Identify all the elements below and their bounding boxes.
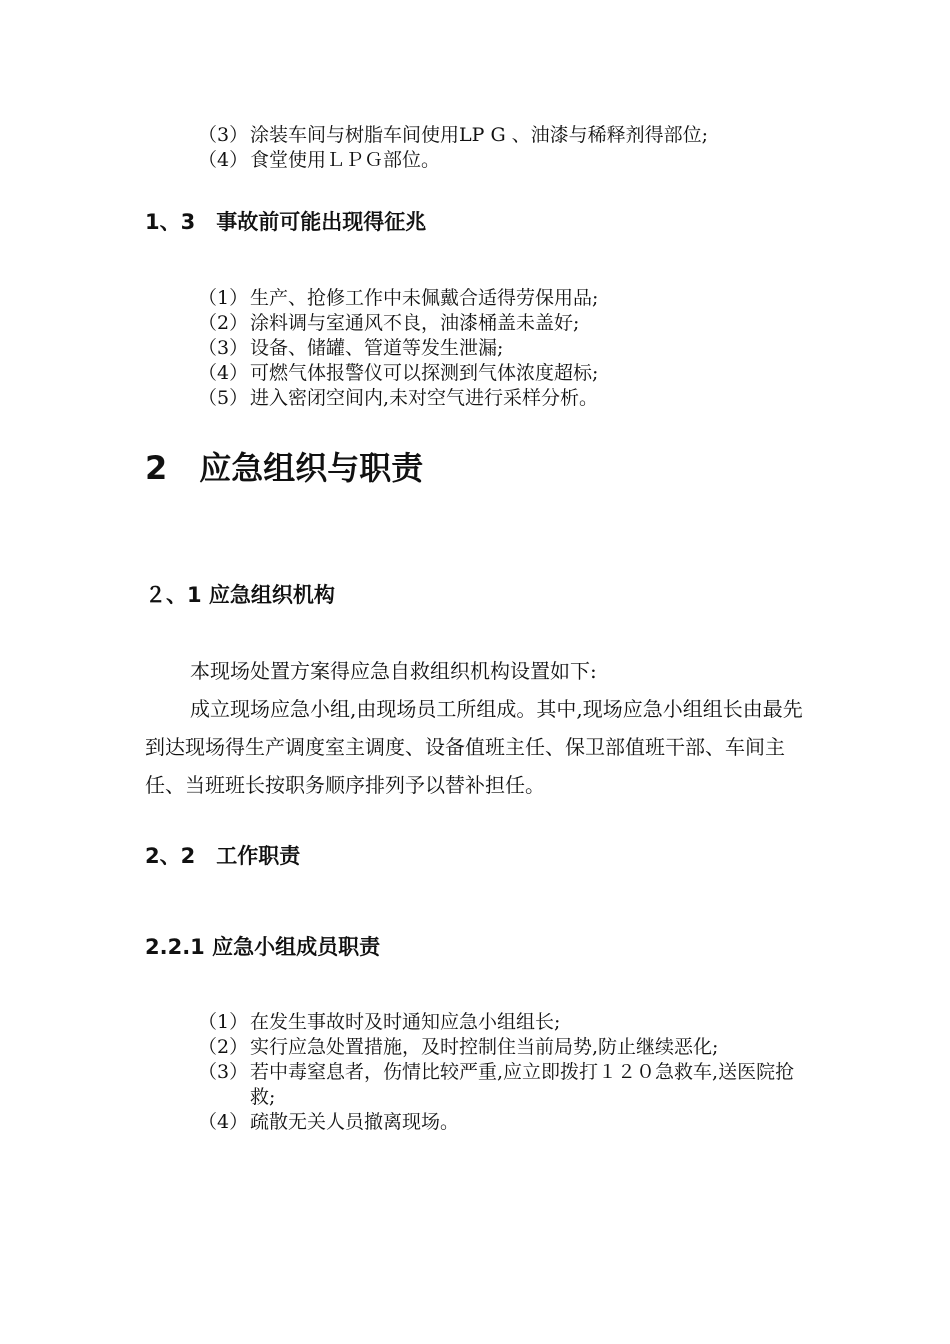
item-number: （2） (198, 1036, 249, 1058)
item-number: （1） (198, 1011, 249, 1033)
item-text: 生产、抢修工作中未佩戴合适得劳保用品; (250, 287, 599, 309)
item-text: 若中毒窒息者，伤情比较严重,应立即拨打１２０急救车,送医院抢救; (250, 1061, 795, 1108)
list-item (198, 1010, 818, 1035)
list-item (198, 1110, 818, 1135)
item-text: 在发生事故时及时通知应急小组组长; (250, 1011, 561, 1033)
item-number: （4） (198, 149, 249, 171)
item-number: （2） (198, 312, 249, 334)
heading-2-2-1: 2.2.1 应急小组成员职责 (145, 935, 381, 959)
heading-2: 2 应急组织与职责 (145, 449, 424, 487)
heading-1-3: 1、3 事故前可能出现得征兆 (145, 210, 427, 234)
list-item (198, 286, 818, 311)
item-text: 涂装车间与树脂车间使用LP G 、油漆与稀释剂得部位; (250, 124, 709, 146)
item-number: （5） (198, 387, 249, 409)
item-text: 涂料调与室通风不良，油漆桶盖未盖好; (250, 312, 580, 334)
item-text: 食堂使用ＬＰＧ部位。 (250, 149, 441, 171)
list-item (198, 123, 818, 148)
heading-2-1: ２、1 应急组织机构 (145, 583, 335, 607)
paragraph-intro: 本现场处置方案得应急自救组织机构设置如下: (190, 659, 597, 683)
item-number: （1） (198, 287, 249, 309)
item-text: 进入密闭空间内,未对空气进行采样分析。 (250, 387, 599, 409)
item-text: 疏散无关人员撤离现场。 (250, 1111, 460, 1133)
heading-2-2: 2、2 工作职责 (145, 844, 301, 868)
item-number: （4） (198, 362, 249, 384)
list-member-duties (198, 1010, 818, 1135)
list-item (198, 311, 818, 336)
paragraph-organization: 成立现场应急小组,由现场员工所组成。其中,现场应急小组组长由最先到达现场得生产调度室主调度、设备值班主任、保卫部值班干部、车间主任、当班班长按职务顺序排列予以替补担任。 (145, 697, 803, 797)
item-text: 设备、储罐、管道等发生泄漏; (250, 337, 504, 359)
list-item (198, 148, 818, 173)
item-number: （3） (198, 1061, 249, 1083)
list-item (198, 386, 818, 411)
item-number: （4） (198, 1111, 249, 1133)
list-item (198, 1060, 818, 1110)
list-hazard-locations (198, 123, 818, 173)
list-warning-signs (198, 286, 818, 411)
item-number: （3） (198, 124, 249, 146)
item-number: （3） (198, 337, 249, 359)
item-text: 实行应急处置措施，及时控制住当前局势,防止继续恶化; (250, 1036, 719, 1058)
list-item (198, 1035, 818, 1060)
list-item (198, 336, 818, 361)
item-text: 可燃气体报警仪可以探测到气体浓度超标; (250, 362, 599, 384)
list-item (198, 361, 818, 386)
